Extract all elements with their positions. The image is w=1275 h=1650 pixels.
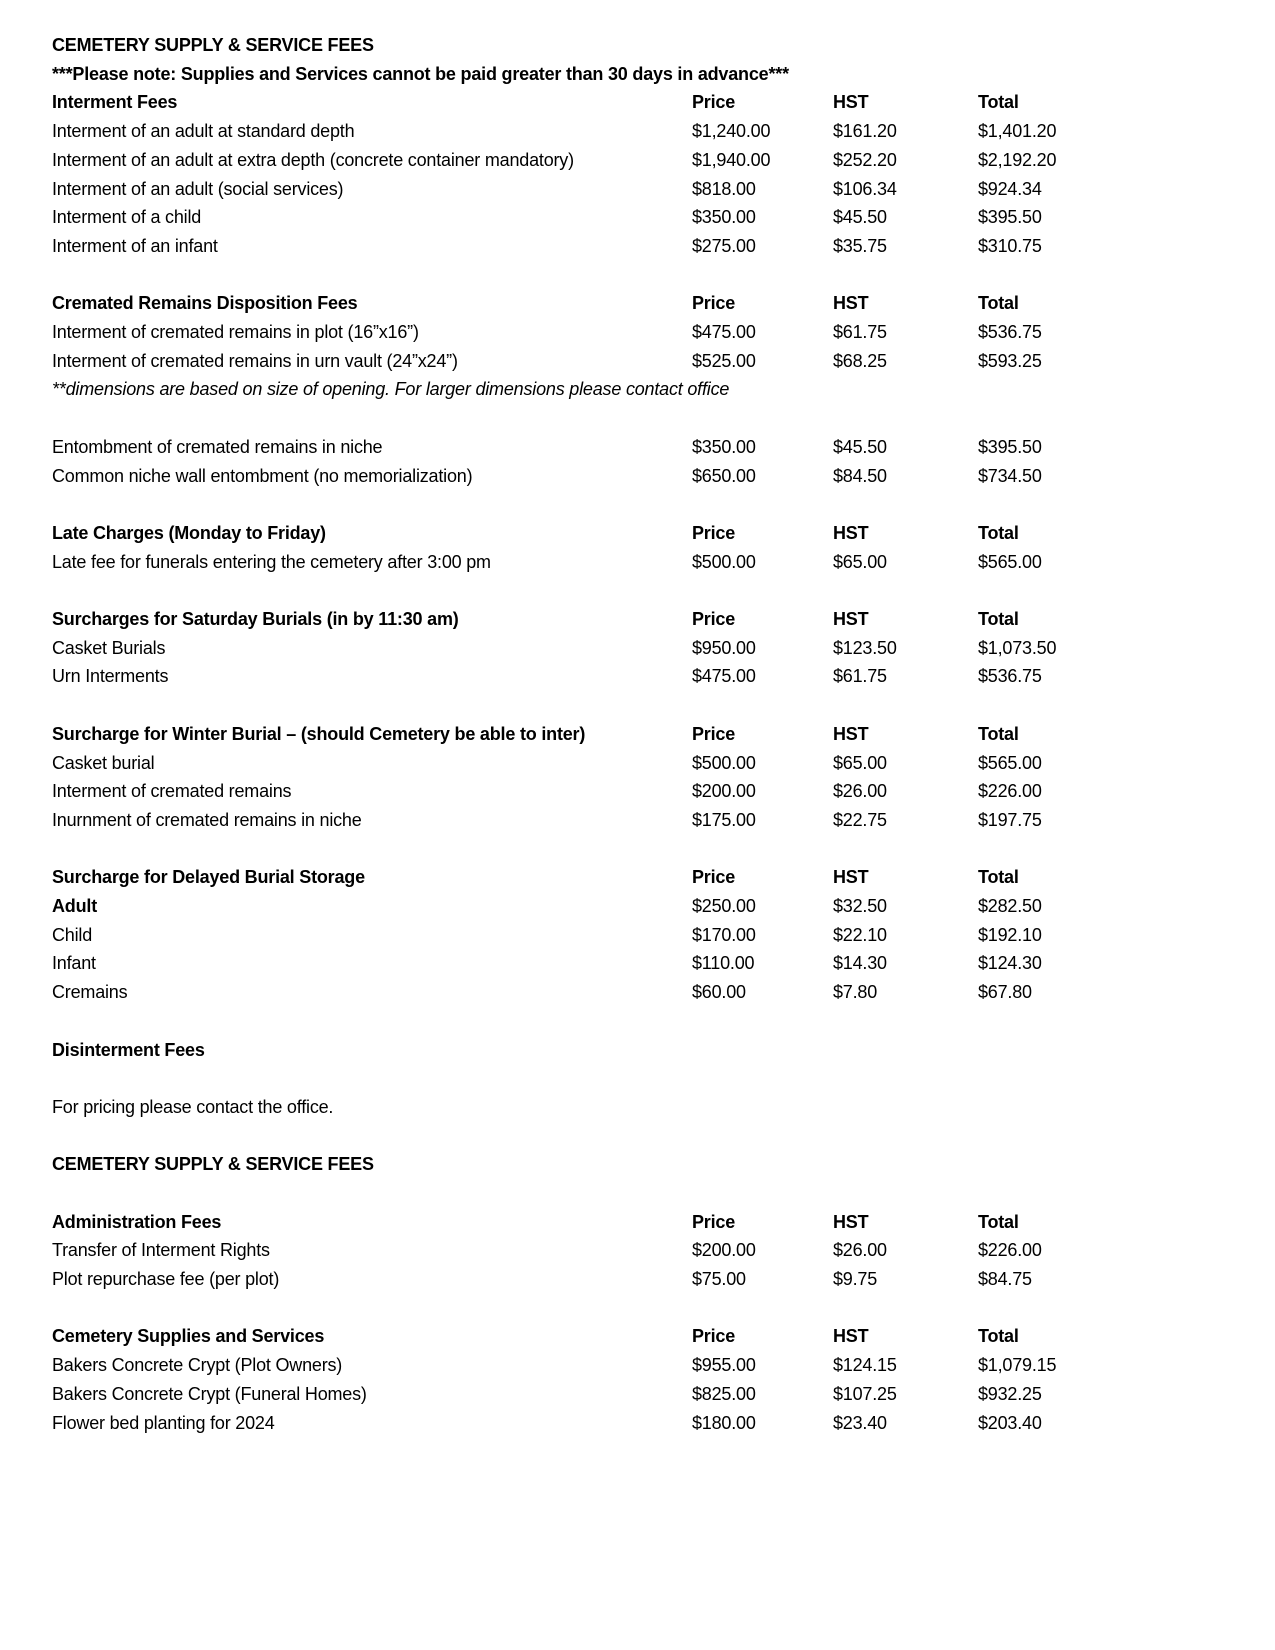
fee-total: $565.00 (978, 752, 1042, 773)
fee-hst: $61.75 (833, 666, 887, 687)
fee-price: $650.00 (692, 465, 756, 486)
column-header-hst: HST (833, 609, 869, 629)
section-heading: CEMETERY SUPPLY & SERVICE FEES (52, 1154, 374, 1175)
fee-price: $175.00 (692, 809, 756, 830)
fee-row (52, 949, 1215, 978)
column-header-total: Total (978, 92, 1019, 113)
fee-row (52, 1236, 1215, 1265)
fee-hst: $45.50 (833, 436, 887, 457)
fee-label: Child (52, 924, 93, 945)
column-header-hst: HST (833, 293, 869, 314)
fee-total: $395.50 (978, 207, 1042, 228)
section-header-row (52, 519, 1215, 548)
fee-sections (52, 88, 1215, 1437)
fee-total: $734.50 (978, 465, 1042, 486)
fee-row (52, 777, 1215, 806)
fee-label: Interment of a child (52, 207, 202, 228)
column-header-hst: HST (833, 723, 869, 744)
fee-total: $395.50 (978, 436, 1042, 457)
fee-total: $226.00 (978, 781, 1042, 802)
fee-hst: $22.10 (833, 924, 887, 945)
fee-hst: $9.75 (833, 1269, 878, 1290)
fee-section (52, 720, 1215, 835)
fee-hst: $106.34 (833, 178, 897, 199)
fee-price: $170.00 (692, 924, 756, 945)
column-header-total: Total (978, 609, 1019, 629)
fee-price: $275.00 (692, 235, 756, 256)
fee-total: $226.00 (978, 1240, 1042, 1261)
fee-label: Flower bed planting for 2024 (52, 1412, 275, 1433)
fee-price: $75.00 (692, 1269, 746, 1290)
fee-label: Interment of an infant (52, 235, 218, 256)
fee-total: $932.25 (978, 1383, 1042, 1404)
fee-hst: $26.00 (833, 781, 887, 802)
fee-section (52, 519, 1215, 576)
advance-payment-notice: ***Please note: Supplies and Services cannot be paid greater than 30 days in advance*** (52, 63, 789, 84)
section-heading: Cremated Remains Disposition Fees (52, 293, 358, 314)
fee-total: $192.10 (978, 924, 1042, 945)
fee-hst: $84.50 (833, 465, 887, 486)
fee-label: Transfer of Interment Rights (52, 1240, 270, 1261)
fee-section (52, 1208, 1215, 1294)
column-header-price: Price (692, 92, 736, 113)
fee-total: $1,073.50 (978, 637, 1057, 658)
fee-price: $818.00 (692, 178, 756, 199)
dimensions-note: **dimensions are based on size of opening. For larger dimensions please contact office (52, 379, 730, 400)
fee-price: $825.00 (692, 1383, 756, 1404)
column-header-price: Price (692, 1211, 736, 1232)
fee-label: Infant (52, 953, 96, 974)
section-heading: Interment Fees (52, 92, 178, 113)
column-header-total: Total (978, 522, 1019, 543)
fee-hst: $45.50 (833, 207, 887, 228)
fee-price: $500.00 (692, 752, 756, 773)
fee-price: $110.00 (692, 953, 755, 974)
fee-row (52, 146, 1215, 175)
fee-price: $500.00 (692, 551, 756, 572)
column-header-hst: HST (833, 1211, 869, 1232)
fee-label: Interment of an adult (social services) (52, 178, 344, 199)
fee-row (52, 203, 1215, 232)
fee-row (52, 232, 1215, 261)
column-header-price: Price (692, 723, 736, 744)
fee-row (52, 978, 1215, 1007)
fee-label: Interment of cremated remains in urn vault (24”x24”) (52, 350, 458, 371)
fee-section (52, 1150, 1215, 1179)
fee-row (52, 921, 1215, 950)
fee-section (52, 289, 1215, 404)
page-title: CEMETERY SUPPLY & SERVICE FEES (52, 35, 374, 55)
fee-price: $250.00 (692, 896, 756, 916)
section-header-row (52, 1150, 1215, 1179)
fee-total: $536.75 (978, 322, 1042, 343)
fee-label: Interment of an adult at extra depth (concrete container mandatory) (52, 149, 574, 170)
column-header-hst: HST (833, 92, 869, 113)
fee-label: Adult (52, 896, 97, 916)
fee-hst: $65.00 (833, 551, 887, 572)
fee-total: $536.75 (978, 666, 1042, 687)
fee-total: $67.80 (978, 982, 1032, 1003)
contact-office-paragraph: For pricing please contact the office. (52, 1096, 334, 1117)
fee-section (52, 1036, 1215, 1065)
fee-row (52, 1351, 1215, 1380)
fee-hst: $65.00 (833, 752, 887, 773)
fee-total: $124.30 (978, 953, 1042, 974)
fee-hst: $26.00 (833, 1240, 887, 1261)
fee-price: $955.00 (692, 1355, 756, 1376)
fee-price: $180.00 (692, 1412, 756, 1433)
fee-label: Casket Burials (52, 637, 166, 658)
column-header-price: Price (692, 867, 736, 888)
column-header-hst: HST (833, 867, 869, 888)
fee-price: $1,240.00 (692, 121, 771, 142)
column-header-total: Total (978, 293, 1019, 314)
fee-row (52, 806, 1215, 835)
fee-total: $197.75 (978, 809, 1042, 830)
fee-label: Interment of cremated remains in plot (16”x16”) (52, 322, 419, 343)
text-block (52, 1093, 1215, 1122)
column-header-price: Price (692, 609, 736, 629)
fee-hst: $35.75 (833, 235, 887, 256)
fee-total: $2,192.20 (978, 149, 1057, 170)
fee-price: $475.00 (692, 322, 756, 343)
fee-label: Casket burial (52, 752, 155, 773)
fee-row (52, 548, 1215, 577)
fee-hst: $61.75 (833, 322, 887, 343)
fee-hst: $22.75 (833, 809, 887, 830)
fee-section (52, 433, 1215, 490)
fee-hst: $14.30 (833, 953, 887, 974)
fee-total: $84.75 (978, 1269, 1032, 1290)
fee-section (52, 863, 1215, 1007)
fee-label: Cremains (52, 982, 128, 1003)
section-header-row (52, 289, 1215, 318)
fee-row (52, 318, 1215, 347)
fee-hst: $68.25 (833, 350, 887, 371)
fee-section (52, 1322, 1215, 1437)
column-header-hst: HST (833, 522, 869, 543)
fee-row (52, 175, 1215, 204)
fee-price: $200.00 (692, 781, 756, 802)
fee-price: $350.00 (692, 436, 756, 457)
section-header-row (52, 605, 1215, 634)
fee-row (52, 1409, 1215, 1438)
fee-row (52, 1265, 1215, 1294)
fee-label: Plot repurchase fee (per plot) (52, 1269, 280, 1290)
fee-price: $950.00 (692, 637, 756, 658)
fee-row (52, 892, 1215, 921)
fee-total: $203.40 (978, 1412, 1042, 1433)
fee-hst: $7.80 (833, 982, 878, 1003)
fee-label: Interment of cremated remains (52, 781, 292, 802)
fee-total: $565.00 (978, 551, 1042, 572)
fee-label: Bakers Concrete Crypt (Funeral Homes) (52, 1383, 367, 1404)
section-header-row (52, 1208, 1215, 1237)
section-heading: Disinterment Fees (52, 1039, 205, 1060)
fee-row (52, 462, 1215, 491)
fee-hst: $107.25 (833, 1383, 897, 1404)
column-header-total: Total (978, 723, 1019, 744)
fee-total: $310.75 (978, 235, 1042, 256)
column-header-hst: HST (833, 1326, 869, 1347)
fee-section (52, 88, 1215, 260)
section-heading: Late Charges (Monday to Friday) (52, 522, 326, 543)
fee-label: Late fee for funerals entering the cemetery after 3:00 pm (52, 551, 491, 572)
section-heading: Surcharge for Delayed Burial Storage (52, 867, 365, 888)
fee-total: $1,079.15 (978, 1355, 1057, 1376)
fee-hst: $252.20 (833, 149, 897, 170)
fee-hst: $124.15 (833, 1355, 897, 1376)
fee-label: Common niche wall entombment (no memorialization) (52, 465, 473, 486)
fee-price: $200.00 (692, 1240, 756, 1261)
section-header-row (52, 720, 1215, 749)
fee-total: $593.25 (978, 350, 1042, 371)
fee-section (52, 605, 1215, 691)
fee-row (52, 634, 1215, 663)
fee-hst: $23.40 (833, 1412, 887, 1433)
fee-label: Entombment of cremated remains in niche (52, 436, 383, 457)
fee-price: $475.00 (692, 666, 756, 687)
fee-total: $924.34 (978, 178, 1042, 199)
fee-total: $282.50 (978, 896, 1042, 916)
column-header-total: Total (978, 1211, 1019, 1232)
fee-row (52, 433, 1215, 462)
section-header-row (52, 88, 1215, 117)
fee-label: Inurnment of cremated remains in niche (52, 809, 362, 830)
section-heading: Surcharges for Saturday Burials (in by 11:30 am) (52, 609, 459, 629)
fee-price: $1,940.00 (692, 149, 771, 170)
fee-price: $350.00 (692, 207, 756, 228)
fee-row (52, 117, 1215, 146)
column-header-price: Price (692, 522, 736, 543)
section-heading: Surcharge for Winter Burial – (should Cemetery be able to inter) (52, 723, 586, 744)
section-heading: Administration Fees (52, 1211, 222, 1232)
fee-price: $525.00 (692, 350, 756, 371)
fee-price: $60.00 (692, 982, 746, 1003)
column-header-price: Price (692, 1326, 736, 1347)
section-header-row (52, 1322, 1215, 1351)
section-heading: Cemetery Supplies and Services (52, 1326, 325, 1347)
section-header-row (52, 863, 1215, 892)
fee-row (52, 662, 1215, 691)
fee-hst: $32.50 (833, 896, 887, 916)
column-header-price: Price (692, 293, 736, 314)
column-header-total: Total (978, 1326, 1019, 1347)
fee-row (52, 749, 1215, 778)
fee-label: Interment of an adult at standard depth (52, 121, 355, 142)
section-header-row (52, 1036, 1215, 1065)
fee-total: $1,401.20 (978, 121, 1057, 142)
fee-label: Bakers Concrete Crypt (Plot Owners) (52, 1355, 343, 1376)
fee-hst: $161.20 (833, 121, 897, 142)
fee-row (52, 347, 1215, 376)
fee-hst: $123.50 (833, 637, 897, 658)
fee-label: Urn Interments (52, 666, 169, 687)
column-header-total: Total (978, 867, 1019, 888)
fee-row (52, 1380, 1215, 1409)
